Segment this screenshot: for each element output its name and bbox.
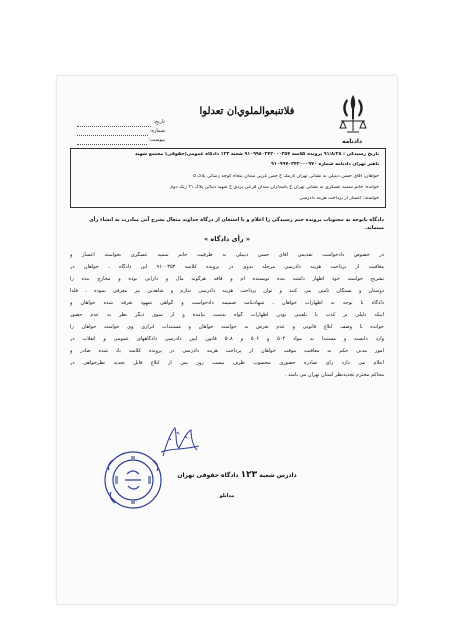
case-info-line: باهنر تهران دادنامه شماره ۹۱۰۹۹۷۰۲۴۲۰۰۰۹۷۰ [271, 162, 379, 167]
case-info-line: خوانده: خانم سمیه عسگری به نشانی تهران خ پاسداران میدان قرعی یزدی خ شهید دیبائی پلاک ۲۱ زنگ دوم [170, 185, 379, 190]
judge-prefix: دادرس شعبه [259, 472, 297, 479]
case-info-line: خواسته: اعسار از پرداخت هزینه دادرسی [299, 196, 379, 201]
court-stamp-icon [101, 448, 165, 512]
meta-date-line [77, 120, 151, 127]
verdict-line: امور مدنی حکم به معافیت موقت خواهان از پرداخت هزینه دادرسی در پرونده کلاسه یاد شده صادر و [70, 348, 384, 354]
verdict-line: اعلام می دارد رای صادره حضوری محسوب ظرف بیست روز پس از ابلاغ قابل تجدید نظرخواهی در [70, 360, 384, 366]
judge-suffix: دادگاه حقوقی تهران [177, 472, 239, 479]
verdict-line: معافیت از پرداخت هزینه دادرسی مرحله بدوی در پرونده کلاسه ۹۱۰۰۳۵۳ این دادگاه ، خواهان در [70, 264, 384, 270]
verdict-line: خوانده با وصف ابلاغ قانونی و عدم تعرض به خواسته خواهان و مستندات ابرازی وی خواسته خواهان را [70, 324, 384, 330]
handwritten-signature-icon [157, 422, 203, 462]
verdict-line: اینکه دلیلی بر کذب یا تلقینی بودن اظهارات گواه بدست نیامده و از سوی دیگر نظر به عدم حضور [70, 312, 384, 318]
judge-branch-number: ۱۲۳ [240, 470, 258, 480]
verdict-line: تشریح خواسته خود اظهار داشته بنده نویسنده ام و فاقد هرگونه مال و دارایی بوده و مخارج بنده را [70, 276, 384, 282]
meta-attachment [77, 136, 165, 145]
meta-attachment-label: پیوست: [148, 137, 165, 143]
header-motto: فلاتنبعوالملوي‌ان تعدلوا [199, 106, 295, 117]
case-info-line: خواهان: آقای حسن دینیلی به نشانی تهران تارمک خ چمن غربی میدان پنجاه کوچه رضائی پلاک ۵ [193, 174, 379, 179]
court-document-page [57, 76, 397, 604]
verdict-line: وارد دانسته و مستنداً به مواد ۵۰۴ و ۵۰۶ و ۵۰۸ قانون آیین دادرسی دادگاههای عمومی و انقلاب در [70, 336, 384, 342]
iran-emblem-icon [333, 91, 373, 135]
meta-number-line [77, 129, 148, 136]
case-info-line: تاریخ رسیدگی : ۹۱/۸/۲۸ پرونده کلاسه ۹۱۰۹۹۸۰۲۴۲۰۰۰۳۵۴ شعبه ۱۲۳ دادگاه عمومی(حقوقی) مجتمع شهید [134, 152, 379, 157]
verdict-line: در خصوص دادخواست تقدیمی آقای حسن دینیلی به طرفیت خانم سمیه عسگری بخواسته اعسار و [70, 252, 384, 258]
verdict-title: « رأی دادگاه » [203, 235, 251, 243]
court-label: دادنامه [341, 138, 363, 145]
meta-attachment-line [77, 138, 147, 145]
meta-date-label: تاریخ: [153, 119, 165, 125]
court-note: دادگاه باتوجه به محتویات پرونده ختم رسیدگی را اعلام و با استعان از درگاه خداوند متعال بشرح آتی مبادرت به انشاء رأی مینماید. [89, 217, 384, 231]
verdict-line: دوستان و بستگان تأمین می کنند و توان پرداخت هزینه دادرسی ندارم و شاهدین نیز معرفی نموده ، فلذا [70, 288, 384, 294]
meta-number [77, 127, 165, 136]
judge-signature-line [177, 470, 297, 480]
meta-date [77, 118, 165, 127]
document-meta [77, 118, 165, 145]
verdict-line: محاکم محترم تجدیدنظر استان تهران می باشد . [284, 372, 384, 378]
verdict-line: دادگاه با توجه به اظهارات خواهان ، شهادتنامه ضمیمه دادخواست و گواهی شهود تعرفه شده خواهان و [70, 300, 384, 306]
judge-name: مدانلو [219, 493, 235, 499]
meta-number-label: شماره: [149, 128, 165, 134]
case-info-box [70, 148, 386, 208]
